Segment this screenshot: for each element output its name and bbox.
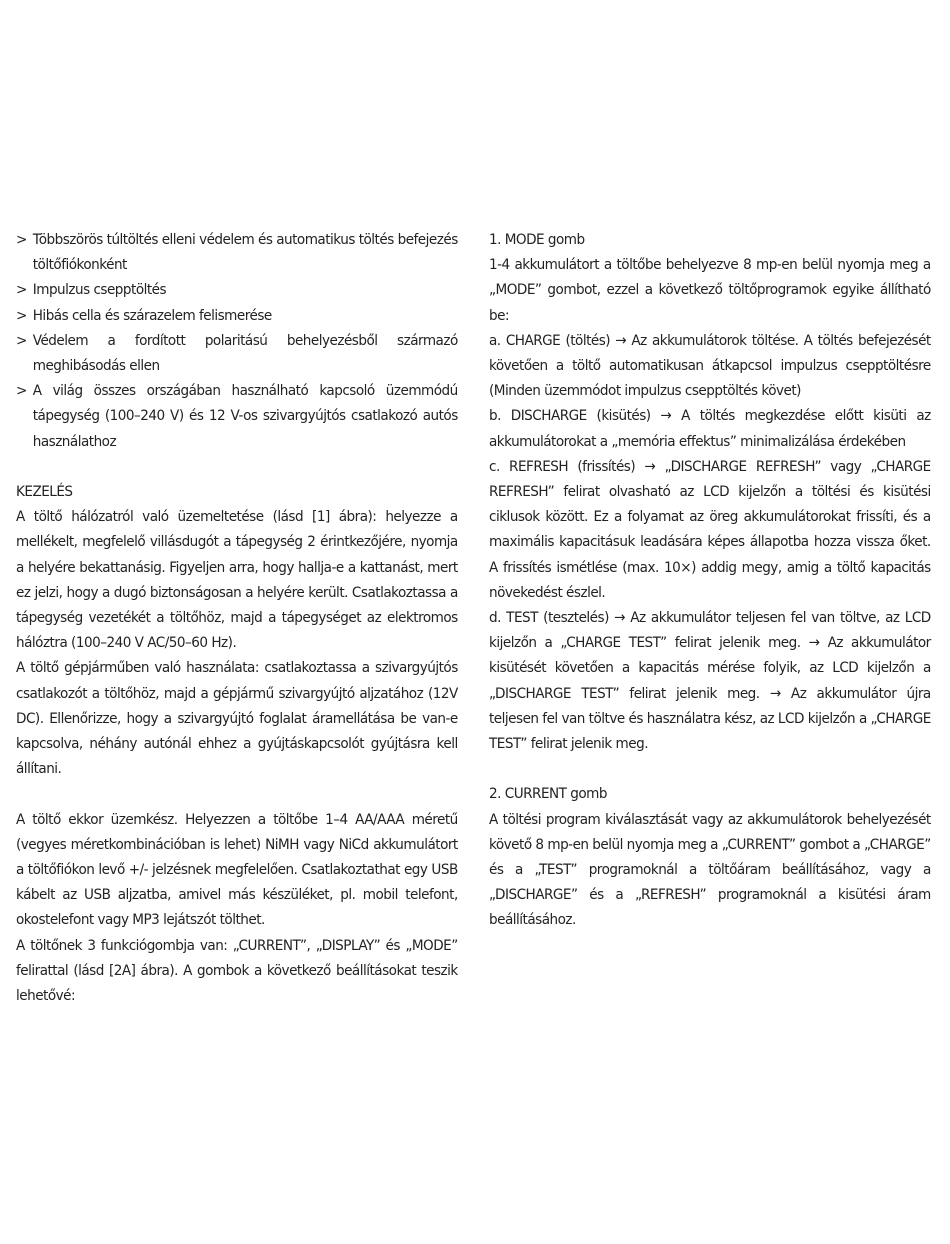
right-column bbox=[489, 227, 931, 933]
current-text: A töltési program kiválasztását vagy az akkumulátorok behelyezését követő 8 mp-en belül nyomja meg a „CURRENT” gombot a „CHARGE” és a „TEST” programoknál a töltőáram beállításához, vagy a „DISCHARGE” és a „REFRESH” programoknál a kisütési áram beállításához. bbox=[489, 810, 931, 929]
bullet-marker: > bbox=[16, 281, 27, 299]
mode-refresh: c. REFRESH (frissítés) → „DISCHARGE REFRESH” vagy „CHARGE REFRESH” felirat olvasható az LCD kijelzőn a töltési és kisütési ciklusok között. Ez a folyamat az öreg akkumulátorokat frissíti, és a maximális kapacitásuk leadására képes állapotba hozza vissza őket. A frissítés ismétlése (max. 10×) addig megy, amig a töltő kapacitás növekedést észlel. bbox=[489, 457, 931, 601]
paragraph-ready: A töltő ekkor üzemkész. Helyezzen a töltőbe 1–4 AA/AAA méretű (vegyes méretkombinációban is lehet) NiMH vagy NiCd akkumulátort a töltőfiókon levő +/- jelzésnek megfelelően. Csatlakoztathat egy USB kábelt az USB aljzatba, amivel más készüléket, pl. mobil telefont, okostelefont vagy MP3 lejátszót tölthet. bbox=[16, 810, 458, 929]
mode-intro: 1-4 akkumulátort a töltőbe behelyezve 8 mp-en belül nyomja meg a „MODE” gombot, ezzel a következő töltőprogramok egyike állítható be: bbox=[489, 256, 931, 324]
bullet-marker: > bbox=[16, 331, 27, 349]
paragraph-mains-operation: A töltő hálózatról való üzemeltetése (lásd [1] ábra): helyezze a mellékelt, megfelelő villásdugót a tápegység 2 érintkezőjére, nyomja a helyére bekattanásig. Figyeljen arra, hogy hallja-e a kattanást, mert ez jelzi, hogy a dugó biztonságosan a helyére került. Csatlakoztassa a tápegység vezetékét a töltőhöz, majd a tápegységet az elektromos hálóztra (100–240 V AC/50–60 Hz). bbox=[16, 508, 458, 652]
feature-item: > Többszörös túltöltés elleni védelem és automatikus töltés befejezés töltőfiókonként bbox=[16, 227, 458, 277]
feature-item: > Védelem a fordított polaritású behelyezésből származó meghibásodás ellen bbox=[16, 328, 458, 378]
left-column-text bbox=[16, 227, 458, 1008]
current-section-title: 2. CURRENT gomb bbox=[489, 785, 607, 803]
paragraph-car-operation: A töltő gépjárműben való használata: csatlakoztassa a szivargyújtós csatlakozót a töltőhöz, majd a gépjármű szivargyújtó aljzatához (12V DC). Ellenőrizze, hogy a szivargyújtó foglalat áramellátása be van-e kapcsolva, néhány autónál ehhez a gyújtáskapcsolót gyújtásra kell állítani. bbox=[16, 659, 458, 778]
feature-item: > Impulzus csepptöltés bbox=[16, 277, 458, 302]
right-column-text bbox=[489, 227, 931, 933]
mode-section-title: 1. MODE gomb bbox=[489, 231, 585, 248]
bullet-marker: > bbox=[16, 382, 27, 400]
bullet-marker: > bbox=[16, 231, 27, 248]
left-column bbox=[16, 227, 458, 1008]
feature-item: > A világ összes országában használható kapcsoló üzemmódú tápegység (100–240 V) és 12 V-os szivargyújtós csatlakozó autós használathoz bbox=[16, 378, 458, 454]
paragraph-buttons: A töltőnek 3 funkciógombja van: „CURRENT”, „DISPLAY” és „MODE” felirattal (lásd [2A] ábra). A gombok a következő beállításokat teszik lehetővé: bbox=[16, 936, 458, 1005]
feature-item: > Hibás cella és szárazelem felismerése bbox=[16, 303, 458, 328]
feature-list bbox=[16, 227, 458, 454]
section-heading: KEZELÉS bbox=[16, 483, 73, 501]
mode-test: d. TEST (tesztelés) → Az akkumulátor teljesen fel van töltve, az LCD kijelzőn a „CHARGE TEST” felirat jelenik meg. → Az akkumulátor kisütését követően a kapacitás mérése folyik, az LCD kijelzőn a „DISCHARGE TEST” felirat jelenik meg. → Az akkumulátor újra teljesen fel van töltve és használatra kész, az LCD kijelzőn a „CHARGE TEST” felirat jelenik meg. bbox=[489, 609, 931, 753]
mode-discharge: b. DISCHARGE (kisütés) → A töltés megkezdése előtt kisüti az akkumulátorokat a „memória effektus” minimalizálása érdekében bbox=[489, 407, 931, 450]
mode-charge: a. CHARGE (töltés) → Az akkumulátorok töltése. A töltés befejezését követően a töltő automatikusan átkapcsol impulzus csepptöltésre (Minden üzemmódot impulzus csepptöltés követ) bbox=[489, 331, 931, 400]
bullet-marker: > bbox=[16, 306, 27, 324]
